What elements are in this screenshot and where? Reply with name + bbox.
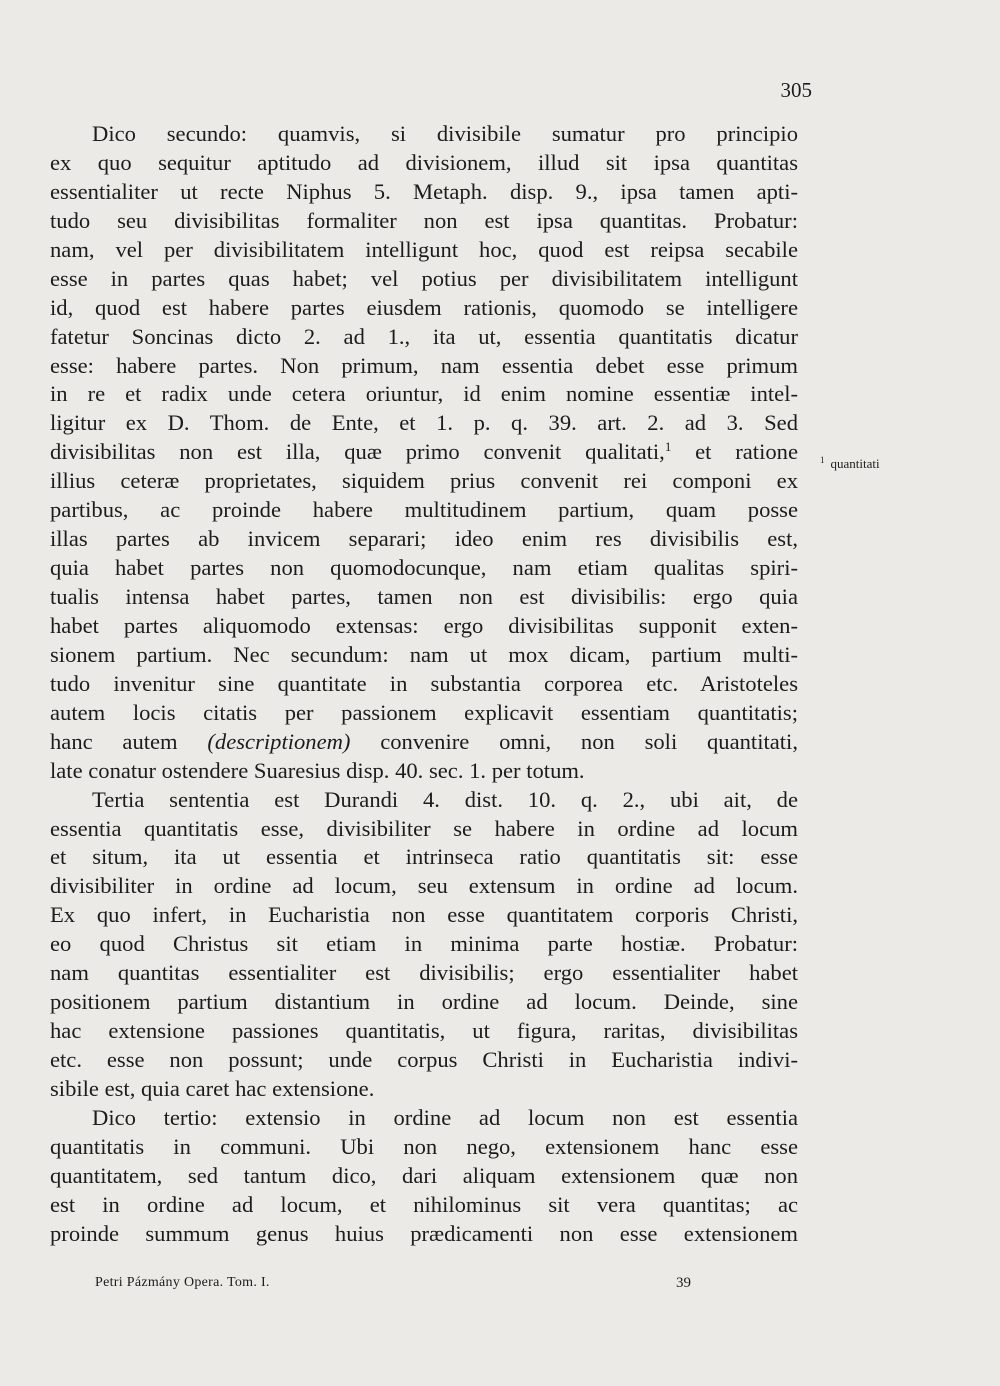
text-line: essentia quantitatis esse, divisibiliter se habere in ordine ad locum xyxy=(50,815,798,841)
text-line: etc. esse non possunt; unde corpus Christi in Eucharistia indivi- xyxy=(50,1047,798,1072)
text-line: tudo invenitur sine quantitate in substantia corporea etc. Aristoteles xyxy=(50,670,798,696)
text-line: quantitatem, sed tantum dico, dari aliquam extensionem quæ non xyxy=(50,1162,798,1188)
text-line: illas partes ab invicem separari; ideo enim res divisibilis est, xyxy=(50,526,798,552)
margin-note-marker: 1 xyxy=(820,455,825,465)
text-line: essentialiter ut recte Niphus 5. Metaph. disp. 9., ipsa tamen apti- xyxy=(50,178,798,204)
text-line: Ex quo infert, in Eucharistia non esse quantitatem corporis Christi, xyxy=(50,902,798,928)
margin-note xyxy=(820,456,880,472)
text-line: Dico secundo: quamvis, si divisibile sumatur pro principio xyxy=(92,121,798,146)
text-line: Tertia sententia est Durandi 4. dist. 10. q. 2., ubi ait, de xyxy=(92,786,798,812)
text-line: autem locis citatis per passionem explicavit essentiam quantitatis; xyxy=(50,699,798,725)
text-segment: convenire omni, non soli quantitati, xyxy=(350,728,798,754)
text-line xyxy=(50,728,798,757)
footnote-reference: 1 xyxy=(664,439,672,455)
text-segment: et ratione xyxy=(671,439,798,465)
text-line: hac extensione passiones quantitatis, ut figura, raritas, divisibilitas xyxy=(50,1018,798,1044)
text-line: nam quantitas essentialiter est divisibilis; ergo essentialiter habet xyxy=(50,960,798,986)
text-line: sibile est, quia caret hac extensione. xyxy=(50,1075,375,1101)
text-line: nam, vel per divisibilitatem intelligunt hoc, quod est reipsa secabile xyxy=(50,236,798,262)
text-line: positionem partium distantium in ordine ad locum. Deinde, sine xyxy=(50,989,798,1015)
text-line: Dico tertio: extensio in ordine ad locum non est essentia xyxy=(92,1104,798,1130)
text-line: ligitur ex D. Thom. de Ente, et 1. p. q. 39. art. 2. ad 3. Sed xyxy=(50,410,798,436)
text-line: est in ordine ad locum, et nihilominus sit vera quantitas; ac xyxy=(50,1191,798,1217)
text-line: tudo seu divisibilitas formaliter non est ipsa quantitas. Probatur: xyxy=(50,207,798,233)
text-line: id, quod est habere partes eiusdem rationis, quomodo se intelligere xyxy=(50,294,798,320)
text-line: quia habet partes non quomodocunque, nam etiam qualitas spiri- xyxy=(50,555,798,581)
text-line: illius ceteræ proprietates, siquidem prius convenit rei componi ex xyxy=(50,468,798,494)
text-line: in re et radix unde cetera oriuntur, id enim nomine essentiæ intel- xyxy=(50,381,798,407)
text-line: partibus, ac proinde habere multitudinem partium, quam posse xyxy=(50,497,798,523)
margin-note-text: quantitati xyxy=(830,456,880,471)
text-line: ex quo sequitur aptitudo ad divisionem, illud sit ipsa quantitas xyxy=(50,149,798,175)
signature-number: 39 xyxy=(676,1275,691,1291)
text-line: divisibiliter in ordine ad locum, seu extensum in ordine ad locum. xyxy=(50,873,798,899)
body-text xyxy=(50,120,798,1249)
text-segment: divisibilitas non est illa, quæ primo convenit qualitati, xyxy=(50,439,665,465)
text-line: quantitatis in communi. Ubi non nego, extensionem hanc esse xyxy=(50,1133,798,1159)
text-line: late conatur ostendere Suaresius disp. 40. sec. 1. per totum. xyxy=(50,757,585,783)
page-number: 305 xyxy=(780,78,812,102)
text-line: tualis intensa habet partes, tamen non est divisibilis: ergo quia xyxy=(50,584,798,609)
footer-title: Petri Pázmány Opera. Tom. I. xyxy=(95,1275,270,1290)
text-line: fatetur Soncinas dicto 2. ad 1., ita ut, essentia quantitatis dicatur xyxy=(50,323,798,349)
text-line: et situm, ita ut essentia et intrinseca ratio quantitatis sit: esse xyxy=(50,844,798,870)
text-line: sionem partium. Nec secundum: nam ut mox dicam, partium multi- xyxy=(50,641,798,667)
text-segment: hanc autem xyxy=(50,728,178,754)
italic-term: (descriptionem) xyxy=(207,728,351,754)
text-line xyxy=(50,438,798,467)
text-line: esse: habere partes. Non primum, nam essentia debet esse primum xyxy=(50,352,798,378)
text-line: habet partes aliquomodo extensas: ergo divisibilitas supponit exten- xyxy=(50,612,798,638)
text-line: proinde summum genus huius prædicamenti non esse extensionem xyxy=(50,1220,798,1246)
text-line: esse in partes quas habet; vel potius per divisibilitatem intelligunt xyxy=(50,265,798,291)
text-line: eo quod Christus sit etiam in minima parte hostiæ. Probatur: xyxy=(50,931,798,957)
